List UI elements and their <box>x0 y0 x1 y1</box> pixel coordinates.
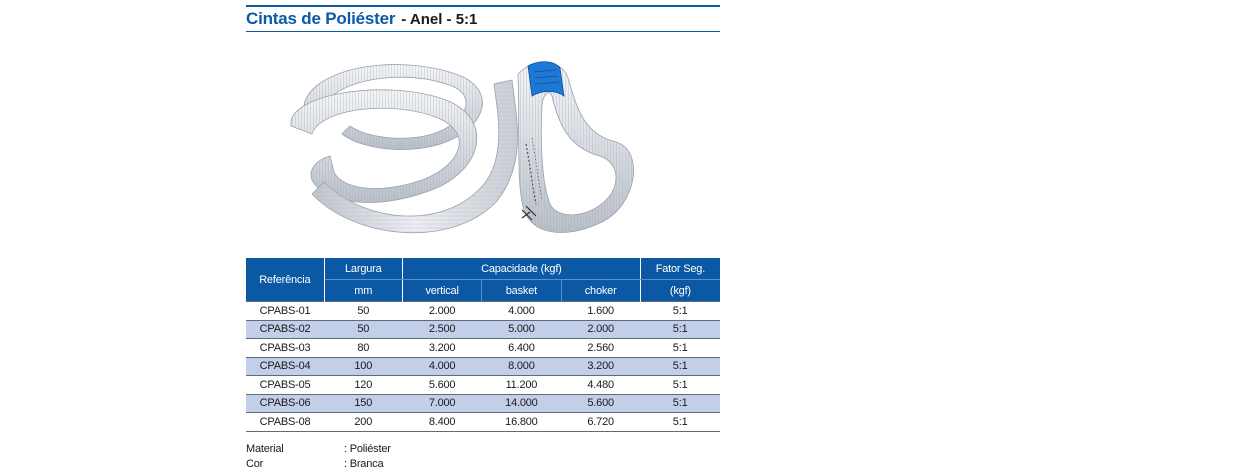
table-row <box>246 357 720 376</box>
cell-choker: 2.560 <box>561 339 640 358</box>
cell-basket: 16.800 <box>482 413 561 432</box>
cell-basket: 14.000 <box>482 394 561 413</box>
col-header-factor-unit: (kgf) <box>640 280 720 302</box>
cell-factor: 5:1 <box>640 357 720 376</box>
cell-ref: CPABS-05 <box>246 376 324 395</box>
capacity-table <box>246 258 720 432</box>
cell-choker: 2.000 <box>561 320 640 339</box>
cell-basket: 11.200 <box>482 376 561 395</box>
cell-factor: 5:1 <box>640 302 720 321</box>
cell-ref: CPABS-08 <box>246 413 324 432</box>
table-row <box>246 394 720 413</box>
product-subtitle: - Anel - 5:1 <box>401 10 478 28</box>
product-photo <box>246 34 720 252</box>
col-header-width-unit: mm <box>324 280 402 302</box>
cell-basket: 6.400 <box>482 339 561 358</box>
cell-ref: CPABS-01 <box>246 302 324 321</box>
cell-basket: 4.000 <box>482 302 561 321</box>
color-label: Cor <box>246 457 264 470</box>
cell-vertical: 5.600 <box>402 376 481 395</box>
col-header-ref: Referência <box>246 258 324 302</box>
product-section <box>246 5 720 472</box>
col-header-width: Largura <box>324 258 402 280</box>
cell-choker: 6.720 <box>561 413 640 432</box>
section-header <box>246 5 720 32</box>
col-header-basket: basket <box>482 280 561 302</box>
cell-vertical: 7.000 <box>402 394 481 413</box>
col-header-factor: Fator Seg. <box>640 258 720 280</box>
spec-color <box>246 457 720 472</box>
cell-ref: CPABS-03 <box>246 339 324 358</box>
cell-factor: 5:1 <box>640 320 720 339</box>
cell-vertical: 3.200 <box>402 339 481 358</box>
table-row <box>246 320 720 339</box>
col-header-choker: choker <box>561 280 640 302</box>
table-row <box>246 339 720 358</box>
cell-choker: 5.600 <box>561 394 640 413</box>
col-header-vertical: vertical <box>402 280 481 302</box>
table-row <box>246 413 720 432</box>
cell-ref: CPABS-02 <box>246 320 324 339</box>
cell-choker: 3.200 <box>561 357 640 376</box>
cell-width: 100 <box>324 357 402 376</box>
cell-factor: 5:1 <box>640 339 720 358</box>
col-header-capacity: Capacidade (kgf) <box>402 258 640 280</box>
cell-choker: 4.480 <box>561 376 640 395</box>
table-row <box>246 302 720 321</box>
cell-factor: 5:1 <box>640 413 720 432</box>
cell-width: 150 <box>324 394 402 413</box>
cell-width: 200 <box>324 413 402 432</box>
cell-basket: 8.000 <box>482 357 561 376</box>
product-specs <box>246 442 720 472</box>
cell-basket: 5.000 <box>482 320 561 339</box>
spec-material <box>246 442 720 457</box>
cell-vertical: 2.500 <box>402 320 481 339</box>
material-label: Material <box>246 442 284 455</box>
cell-factor: 5:1 <box>640 394 720 413</box>
cell-width: 120 <box>324 376 402 395</box>
cell-ref: CPABS-06 <box>246 394 324 413</box>
cell-choker: 1.600 <box>561 302 640 321</box>
cell-width: 80 <box>324 339 402 358</box>
blue-label-tag <box>528 62 564 96</box>
cell-vertical: 2.000 <box>402 302 481 321</box>
cell-width: 50 <box>324 302 402 321</box>
table-row <box>246 376 720 395</box>
cell-width: 50 <box>324 320 402 339</box>
cell-vertical: 4.000 <box>402 357 481 376</box>
cell-ref: CPABS-04 <box>246 357 324 376</box>
cell-factor: 5:1 <box>640 376 720 395</box>
material-value: : Poliéster <box>344 442 391 455</box>
cell-vertical: 8.400 <box>402 413 481 432</box>
color-value: : Branca <box>344 457 384 470</box>
product-title: Cintas de Poliéster <box>246 9 396 28</box>
